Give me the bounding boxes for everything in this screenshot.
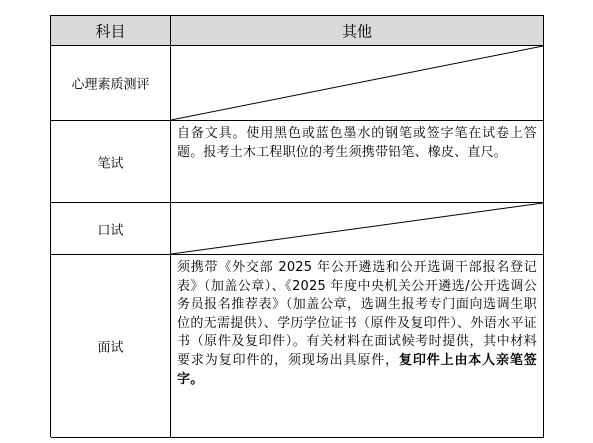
subject-cell <box>51 46 171 121</box>
content-cell-empty <box>171 203 544 255</box>
header-cell-subject <box>51 16 171 46</box>
table-row <box>51 121 544 203</box>
content-cell-empty <box>171 46 544 121</box>
header-other-label: 其他 <box>341 22 372 40</box>
content-cell <box>171 255 544 438</box>
table-row <box>51 255 544 438</box>
content-text-bold: 复印件上由本人亲笔签字。 <box>177 352 537 387</box>
subject-label: 心理素质测评 <box>71 77 150 93</box>
diagonal-slash-icon <box>171 203 543 254</box>
table-header-row <box>51 16 544 46</box>
subject-label: 面试 <box>97 340 124 356</box>
diagonal-slash-icon <box>171 46 543 120</box>
table-row <box>51 203 544 255</box>
content-text: 自备文具。使用黑色或蓝色墨水的钢笔或签字笔在试卷上答题。报考土木工程职位的考生须携带铅笔、橡皮、直尺。 <box>177 126 537 160</box>
content-text <box>177 259 537 389</box>
subject-cell <box>51 255 171 438</box>
table-row <box>51 46 544 121</box>
subject-label: 口试 <box>97 223 124 238</box>
requirements-table <box>50 15 544 437</box>
subject-label: 笔试 <box>97 156 124 171</box>
header-subject-label: 科目 <box>95 22 126 40</box>
header-cell-other <box>171 16 544 46</box>
subject-cell <box>51 121 171 203</box>
subject-cell <box>51 203 171 255</box>
content-cell <box>171 121 544 203</box>
content-text-regular: 须携带《外交部 2025 年公开遴选和公开选调干部报名登记表》（加盖公章）、《2025 年度中央机关公开遴选/公开选调公务员报名推荐表》（加盖公章，选调生报考专门面向选调生职位的无需提供）、学历学位证书（原件及复印件）、外语水平证书（原件及复印件）。有关材料在面试候考时提供，其中材料要求为复印件的，须现场出具原件， <box>177 260 537 368</box>
